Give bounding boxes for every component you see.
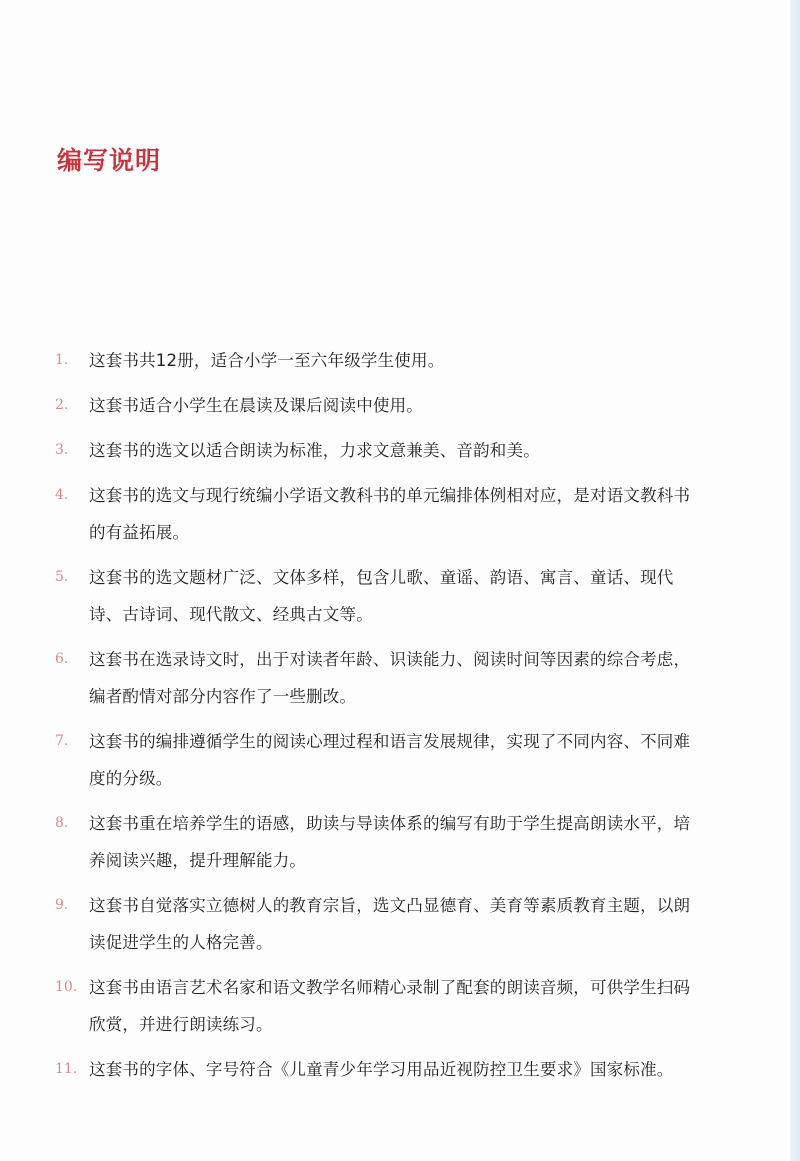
list-item <box>55 1051 695 1088</box>
item-number: 8. <box>55 815 69 831</box>
item-number: 2. <box>55 397 69 413</box>
item-text: 这套书在选录诗文时，出于对读者年龄、识读能力、阅读时间等因素的综合考虑，编者酌情对部分内容作了一些删改。 <box>89 650 691 706</box>
item-text: 这套书的选文题材广泛、文体多样，包含儿歌、童谣、韵语、寓言、童话、现代诗、古诗词、现代散文、经典古文等。 <box>89 568 674 624</box>
item-number: 4. <box>55 487 69 503</box>
list-item <box>55 641 695 715</box>
item-text: 这套书自觉落实立德树人的教育宗旨，选文凸显德育、美育等素质教育主题，以朗读促进学生的人格完善。 <box>89 896 691 952</box>
item-text: 这套书的字体、字号符合《儿童青少年学习用品近视防控卫生要求》国家标准。 <box>89 1060 674 1079</box>
item-text: 这套书的编排遵循学生的阅读心理过程和语言发展规律，实现了不同内容、不同难度的分级。 <box>89 732 691 788</box>
list-item <box>55 432 695 469</box>
item-text: 这套书由语言艺术名家和语文教学名师精心录制了配套的朗读音频，可供学生扫码欣赏，并进行朗读练习。 <box>89 978 691 1034</box>
item-number: 5. <box>55 569 69 585</box>
instructions-list <box>55 342 695 1096</box>
list-item <box>55 477 695 551</box>
item-number: 10. <box>55 979 78 995</box>
item-number: 9. <box>55 897 69 913</box>
item-number: 6. <box>55 651 69 667</box>
item-text: 这套书的选文以适合朗读为标准，力求文意兼美、音韵和美。 <box>89 441 540 460</box>
list-item <box>55 887 695 961</box>
item-number: 1. <box>55 352 69 368</box>
item-number: 11. <box>55 1061 78 1077</box>
item-text: 这套书重在培养学生的语感，助读与导读体系的编写有助于学生提高朗读水平，培养阅读兴趣，提升理解能力。 <box>89 814 691 870</box>
list-item <box>55 387 695 424</box>
list-item <box>55 805 695 879</box>
item-number: 7. <box>55 733 69 749</box>
page-edge-strip <box>790 0 800 1161</box>
list-item <box>55 559 695 633</box>
list-item <box>55 723 695 797</box>
item-text: 这套书共12册，适合小学一至六年级学生使用。 <box>89 351 445 370</box>
list-item <box>55 969 695 1043</box>
page-title: 编写说明 <box>57 146 162 175</box>
item-text: 这套书适合小学生在晨读及课后阅读中使用。 <box>89 396 423 415</box>
item-number: 3. <box>55 442 69 458</box>
list-item <box>55 342 695 379</box>
item-text: 这套书的选文与现行统编小学语文教科书的单元编排体例相对应，是对语文教科书的有益拓展。 <box>89 486 691 542</box>
